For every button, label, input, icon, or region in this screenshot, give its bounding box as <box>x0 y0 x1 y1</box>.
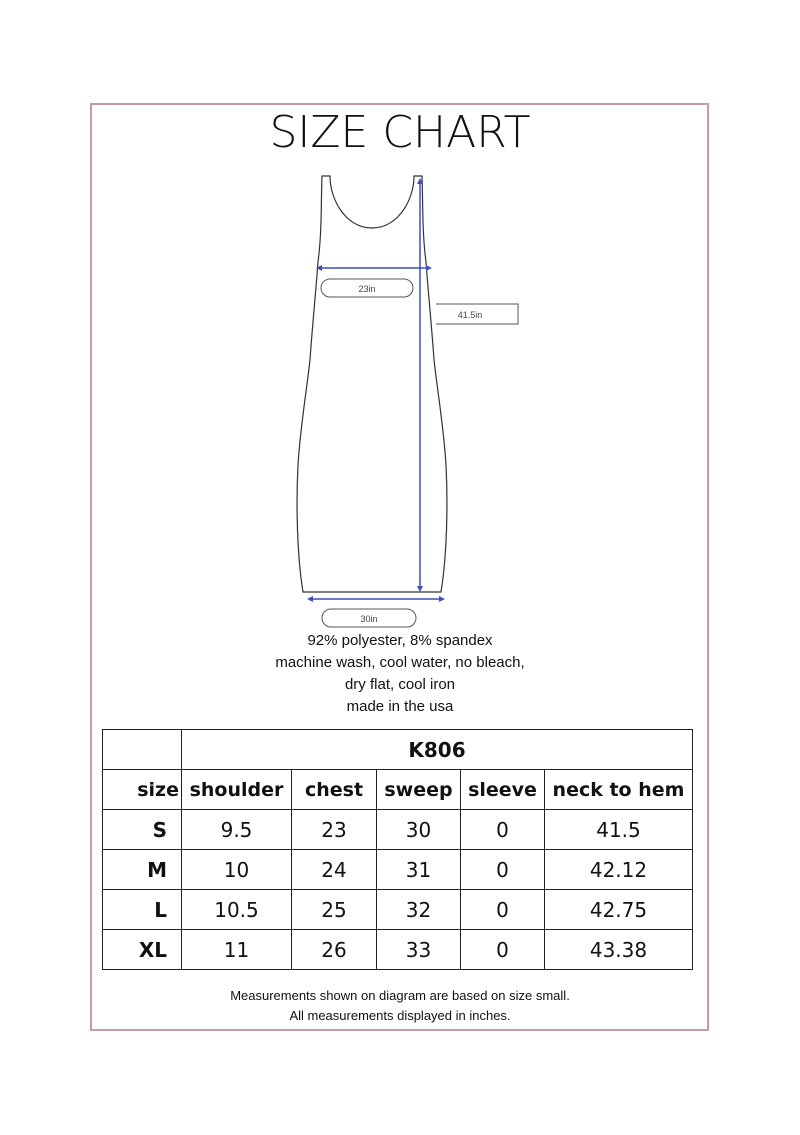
table-row <box>103 930 693 970</box>
sleeve-cell: 0 <box>461 810 545 850</box>
size-cell: L <box>103 890 182 930</box>
shoulder-cell: 10 <box>182 850 292 890</box>
chest-cell: 26 <box>292 930 377 970</box>
neck-to-hem-cell: 41.5 <box>545 810 693 850</box>
footer-note-size-basis: Measurements shown on diagram are based on size small. <box>230 988 570 1003</box>
size-cell: S <box>103 810 182 850</box>
length-measure-label: 41.5in <box>457 310 483 320</box>
sweep-measure <box>307 596 445 627</box>
neck-to-hem-cell: 43.38 <box>545 930 693 970</box>
size-cell: XL <box>103 930 182 970</box>
shoulder-cell: 9.5 <box>182 810 292 850</box>
wash-instructions: machine wash, cool water, no bleach, <box>275 654 525 671</box>
page-title: SIZE CHART <box>269 107 531 158</box>
size-table <box>102 729 693 970</box>
chest-cell: 24 <box>292 850 377 890</box>
table-row <box>103 810 693 850</box>
chest-measure <box>316 265 432 297</box>
table-row <box>103 850 693 890</box>
sweep-measure-label: 30in <box>360 614 378 624</box>
shoulder-cell: 10.5 <box>182 890 292 930</box>
sleeve-cell: 0 <box>461 930 545 970</box>
header-cell-sweep: sweep <box>377 770 461 810</box>
sweep-cell: 31 <box>377 850 461 890</box>
dress-outline <box>297 176 447 592</box>
empty-corner-cell <box>103 730 182 770</box>
neck-to-hem-cell: 42.12 <box>545 850 693 890</box>
sleeve-cell: 0 <box>461 890 545 930</box>
origin-note: made in the usa <box>346 698 454 715</box>
size-cell: M <box>103 850 182 890</box>
chest-cell: 23 <box>292 810 377 850</box>
chest-cell: 25 <box>292 890 377 930</box>
fabric-content: 92% polyester, 8% spandex <box>307 632 493 649</box>
chest-measure-label: 23in <box>358 284 376 294</box>
header-cell-sleeve: sleeve <box>461 770 545 810</box>
style-code: K806 <box>182 730 693 770</box>
header-row <box>103 770 693 810</box>
header-cell-chest: chest <box>292 770 377 810</box>
neck-to-hem-cell: 42.75 <box>545 890 693 930</box>
style-row <box>103 730 693 770</box>
header-cell-shoulder: shoulder <box>182 770 292 810</box>
sweep-cell: 30 <box>377 810 461 850</box>
length-measure <box>417 178 518 592</box>
footer-note-units: All measurements displayed in inches. <box>289 1008 511 1023</box>
table-row <box>103 890 693 930</box>
sweep-cell: 32 <box>377 890 461 930</box>
header-cell-size: size <box>103 770 182 810</box>
dry-instructions: dry flat, cool iron <box>344 676 456 693</box>
shoulder-cell: 11 <box>182 930 292 970</box>
header-cell-neck-to-hem: neck to hem <box>545 770 693 810</box>
sleeve-cell: 0 <box>461 850 545 890</box>
sweep-cell: 33 <box>377 930 461 970</box>
